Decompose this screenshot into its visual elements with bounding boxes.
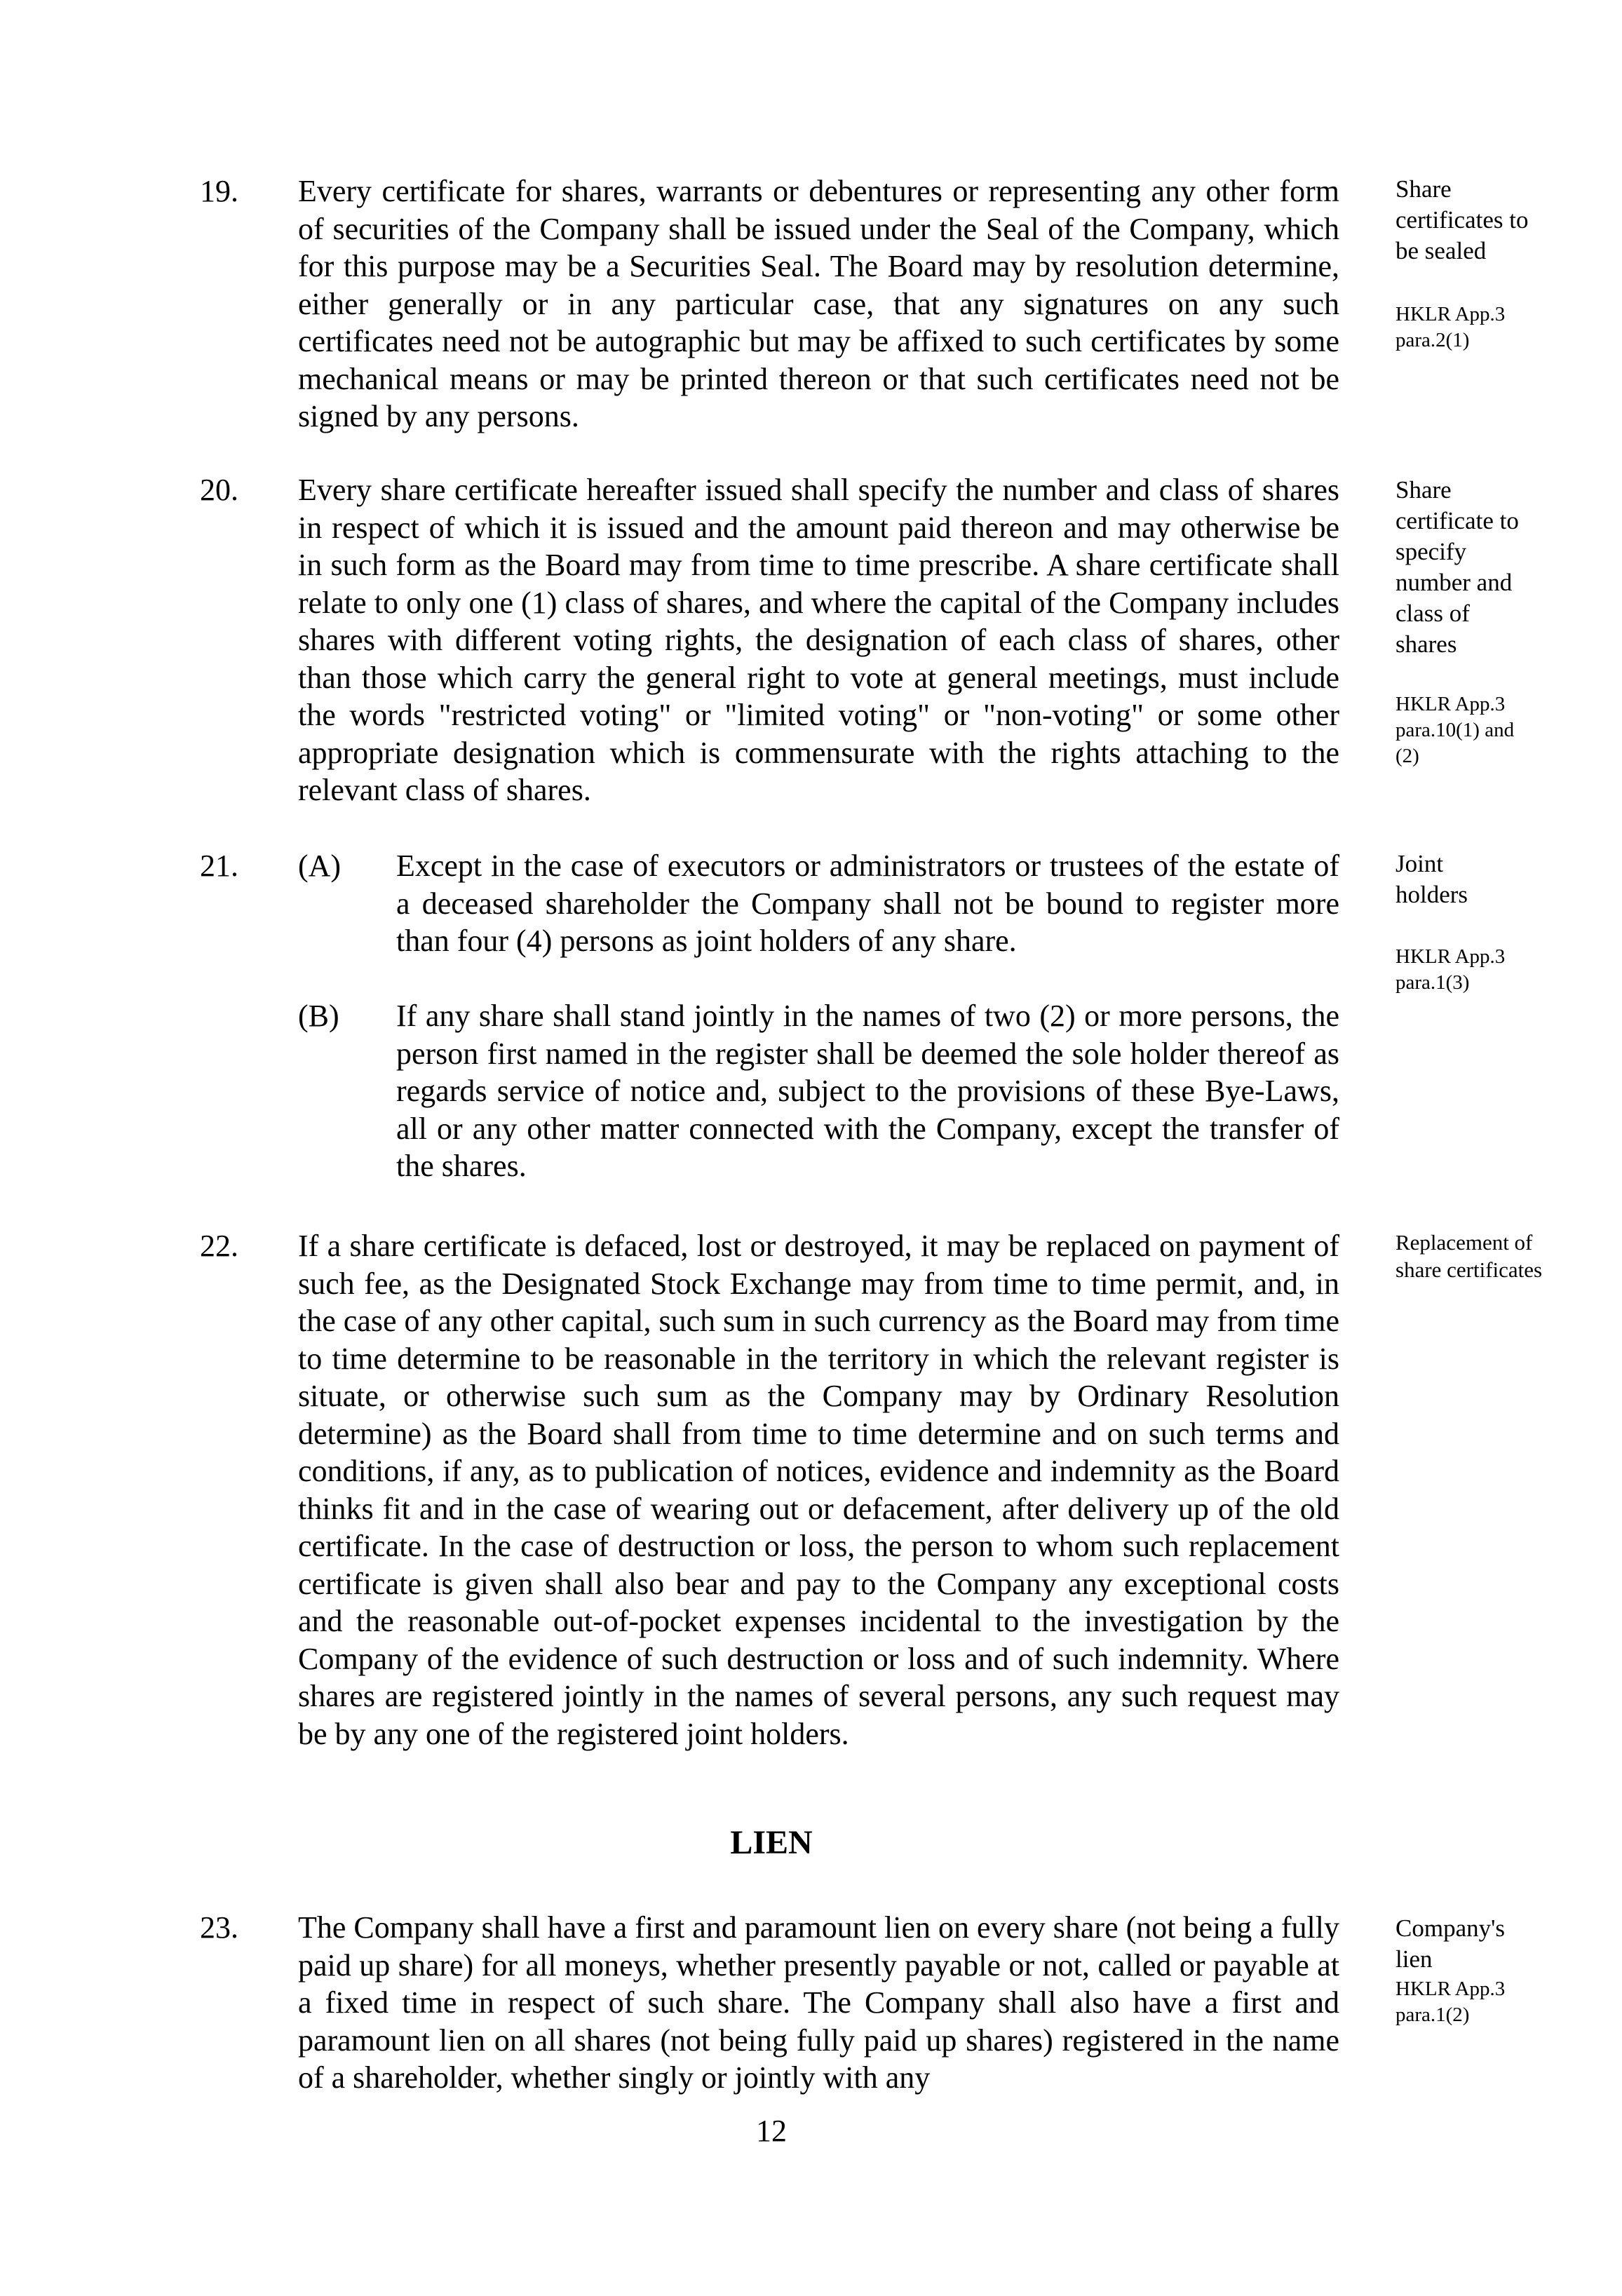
- clause-text: Every share certificate hereafter issued shall specify the number and class of shares in respect of which it is issued and the amount paid thereon and may otherwise be in such form as the Board may from time to time prescribe. A share certificate shall relate to only one (1) class of shares, and where the capital of the Company includes shares with different voting rights, the designation of each class of shares, other than those which carry the general right to vote at general meetings, must include the words "restricted voting" or "limited voting" or "non-voting" or some other appropriate designation which is commensurate with the rights attaching to the relevant class of shares.: [298, 473, 1339, 807]
- clause-text: If a share certificate is defaced, lost or destroyed, it may be replaced on payment of such fee, as the Designated Stock Exchange may from time to time permit, and, in the case of any other capital, such sum in such currency as the Board may from time to time determine to be reasonable in the territory in which the relevant register is situate, or otherwise such sum as the Company may by Ordinary Resolution determine) as the Board shall from time to time determine and on such terms and conditions, if any, as to publication of notices, evidence and indemnity as the Board thinks fit and in the case of wearing out or defacement, after delivery up of the old certificate. In the case of destruction or loss, the person to whom such replacement certificate is given shall also bear and pay to the Company any exceptional costs and the reasonable out-of-pocket expenses incidental to the investigation by the Company of the evidence of such destruction or loss and of such indemnity. Where shares are registered jointly in the names of several persons, any such request may be by any one of the registered joint holders.: [298, 1229, 1339, 1751]
- clause-number: 20.: [200, 473, 238, 507]
- margin-reference: HKLR App.3 para.1(2): [1395, 1978, 1506, 2026]
- clause-text: Every certificate for shares, warrants or debentures or representing any other form of securities of the Company shall be issued under the Seal of the Company, which for this purpose may be a Securities Seal. The Board may by resolution determine, either generally or in any particular case, that any signatures on any such certificates need not be autographic but may be affixed to such certificates by some mechanical means or may be printed thereon or that such certificates need not be signed by any persons.: [298, 174, 1339, 433]
- clause-number: 22.: [200, 1229, 238, 1263]
- subclause-label: (A): [298, 849, 342, 883]
- margin-reference: HKLR App.3 para.2(1): [1395, 303, 1506, 351]
- page-number: 12: [756, 2114, 787, 2148]
- subclause-text: If any share shall stand jointly in the names of two (2) or more persons, the person first named in the register shall be deemed the sole holder thereof as regards service of notice and, subject to the provisions of these Bye-Laws, all or any other matter connected with the Company, except the transfer of the shares.: [396, 999, 1339, 1183]
- clause-number: 21.: [200, 849, 238, 883]
- section-heading: LIEN: [730, 1824, 813, 1861]
- subclause-label: (B): [298, 999, 339, 1033]
- margin-note: Replacement of share certificates: [1395, 1230, 1543, 1282]
- subclause-text: Except in the case of executors or administrators or trustees of the estate of a deceased shareholder the Company shall not be bound to register more than four (4) persons as joint holders of any share.: [396, 849, 1339, 958]
- margin-note: Share certificate to specify number and class of shares: [1395, 476, 1519, 658]
- margin-note: Joint holders: [1395, 850, 1468, 908]
- clause-number: 19.: [200, 174, 238, 208]
- margin-note: Share certificates to be sealed: [1395, 175, 1529, 264]
- margin-note: Company's lien: [1395, 1915, 1506, 1973]
- margin-reference: HKLR App.3 para.1(3): [1395, 945, 1506, 994]
- margin-reference: HKLR App.3 para.10(1) and (2): [1395, 693, 1515, 767]
- clause-number: 23.: [200, 1910, 238, 1945]
- clause-text: The Company shall have a first and paramount lien on every share (not being a fully paid up share) for all moneys, whether presently payable or not, called or payable at a fixed time in respect of such share. The Company shall also have a first and paramount lien on all shares (not being fully paid up shares) registered in the name of a shareholder, whether singly or jointly with any: [298, 1910, 1339, 2095]
